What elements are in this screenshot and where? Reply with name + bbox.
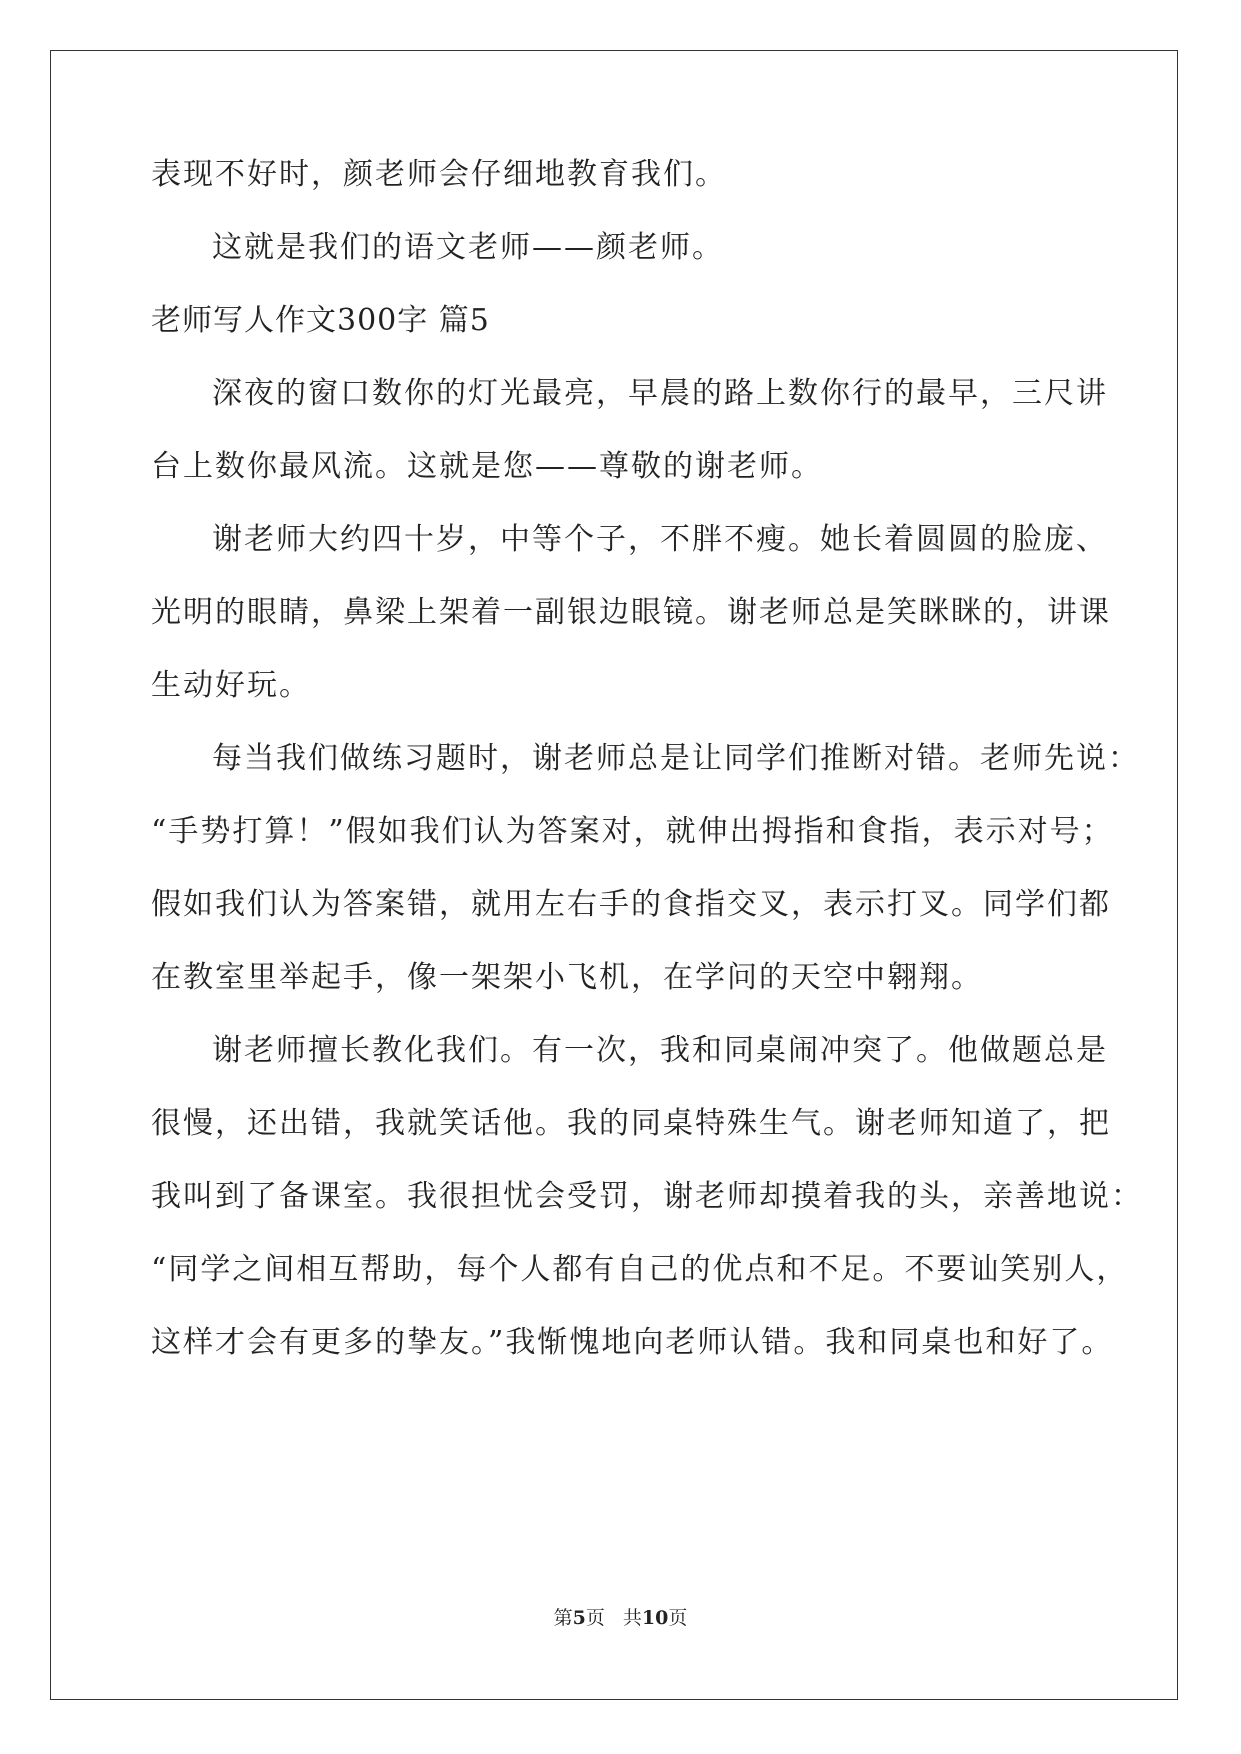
paragraph-line: 很慢，还出错，我就笑话他。我的同桌特殊生气。谢老师知道了，把 <box>151 1106 1111 1141</box>
paragraph-line: 光明的眼睛，鼻梁上架着一副银边眼镜。谢老师总是笑眯眯的，讲课 <box>151 595 1111 630</box>
current-page-number: 5 <box>572 1607 586 1629</box>
paragraph-line: 谢老师大约四十岁，中等个子，不胖不瘦。她长着圆圆的脸庞、 <box>212 522 1108 557</box>
page-border <box>50 50 1178 1700</box>
total-prefix: 共 <box>622 1607 642 1629</box>
page-prefix: 第 <box>553 1607 573 1629</box>
paragraph-line: 生动好玩。 <box>151 668 311 703</box>
paragraph-line: 深夜的窗口数你的灯光最亮，早晨的路上数你行的最早，三尺讲 <box>212 376 1108 411</box>
total-page-number: 10 <box>641 1607 669 1629</box>
paragraph-line: 这就是我们的语文老师——颜老师。 <box>212 230 724 265</box>
paragraph-line: 台上数你最风流。这就是您——尊敬的谢老师。 <box>151 449 823 484</box>
page-suffix: 页 <box>585 1607 605 1629</box>
paragraph-line: 每当我们做练习题时，谢老师总是让同学们推断对错。老师先说： <box>212 741 1140 776</box>
section-heading: 老师写人作文300字 篇5 <box>151 303 490 338</box>
paragraph-line: 这样才会有更多的挚友。”我惭愧地向老师认错。我和同桌也和好了。 <box>151 1325 1114 1360</box>
paragraph-line: 我叫到了备课室。我很担忧会受罚，谢老师却摸着我的头，亲善地说： <box>151 1179 1143 1214</box>
paragraph-line: “同学之间相互帮助，每个人都有自己的优点和不足。不要讪笑别人， <box>151 1252 1129 1287</box>
total-suffix: 页 <box>668 1607 688 1629</box>
paragraph-line: 表现不好时，颜老师会仔细地教育我们。 <box>151 157 727 192</box>
paragraph-line: 假如我们认为答案错，就用左右手的食指交叉，表示打叉。同学们都 <box>151 887 1111 922</box>
paragraph-line: 谢老师擅长教化我们。有一次，我和同桌闹冲突了。他做题总是 <box>212 1033 1108 1068</box>
paragraph-line: “手势打算！”假如我们认为答案对，就伸出拇指和食指，表示对号； <box>151 814 1114 849</box>
paragraph-line: 在教室里举起手，像一架架小飞机，在学问的天空中翱翔。 <box>151 960 983 995</box>
page-footer <box>0 1606 1241 1630</box>
